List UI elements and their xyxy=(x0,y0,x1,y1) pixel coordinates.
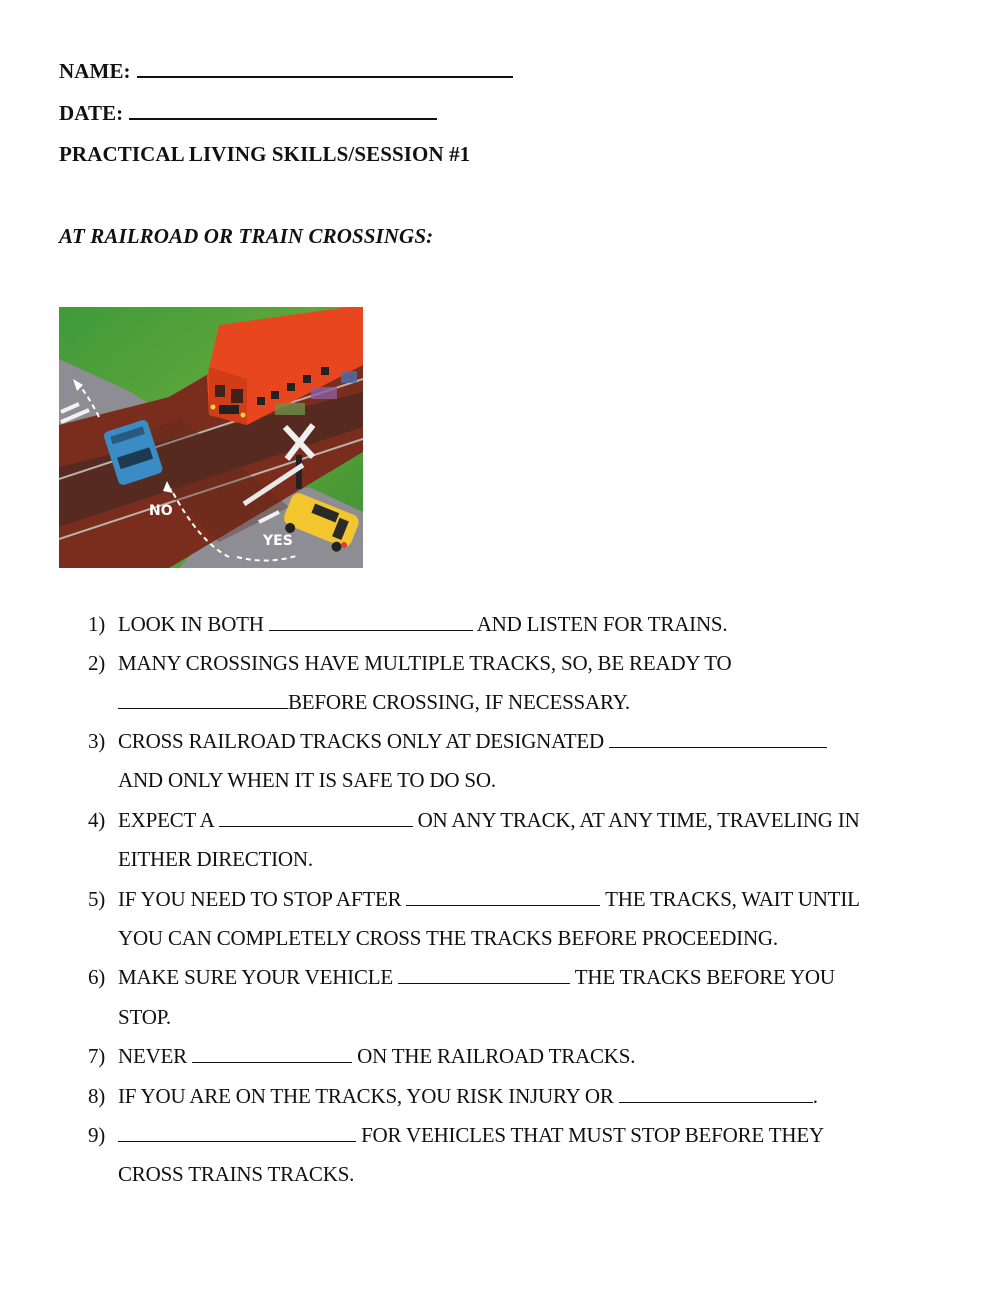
question-4-continuation: EITHER DIRECTION. xyxy=(118,847,313,871)
answer-blank-9[interactable] xyxy=(118,1124,356,1142)
name-blank[interactable] xyxy=(137,58,513,78)
answer-blank-4[interactable] xyxy=(219,809,413,827)
question-text: CROSS RAILROAD TRACKS ONLY AT DESIGNATED xyxy=(118,729,604,753)
question-text: ON THE RAILROAD TRACKS. xyxy=(357,1044,636,1068)
question-text: IF YOU ARE ON THE TRACKS, YOU RISK INJURY OR xyxy=(118,1084,614,1108)
question-number: 2) xyxy=(88,651,106,675)
name-label: NAME: xyxy=(59,59,131,83)
question-number: 3) xyxy=(88,729,106,753)
answer-blank-8[interactable] xyxy=(619,1085,813,1103)
answer-blank-1[interactable] xyxy=(269,613,473,631)
question-text: AND LISTEN FOR TRAINS. xyxy=(476,612,728,636)
question-3 xyxy=(88,729,827,753)
question-text: BEFORE CROSSING, IF NECESSARY. xyxy=(288,690,630,714)
question-text: ON ANY TRACK, AT ANY TIME, TRAVELING IN xyxy=(417,808,860,832)
answer-blank-3[interactable] xyxy=(609,730,827,748)
answer-blank-2[interactable] xyxy=(118,691,288,709)
question-text: MANY CROSSINGS HAVE MULTIPLE TRACKS, SO, BE READY TO xyxy=(118,651,732,675)
date-field-row xyxy=(59,100,437,126)
question-number: 4) xyxy=(88,808,106,832)
question-6 xyxy=(88,965,835,989)
question-5 xyxy=(88,887,860,911)
question-3-continuation: AND ONLY WHEN IT IS SAFE TO DO SO. xyxy=(118,768,496,792)
question-8 xyxy=(88,1084,818,1108)
question-2 xyxy=(88,651,731,675)
question-7 xyxy=(88,1044,635,1068)
question-text: IF YOU NEED TO STOP AFTER xyxy=(118,887,402,911)
question-number: 9) xyxy=(88,1123,106,1147)
question-number: 8) xyxy=(88,1084,106,1108)
question-number: 7) xyxy=(88,1044,106,1068)
question-text: THE TRACKS BEFORE YOU xyxy=(574,965,835,989)
answer-blank-7[interactable] xyxy=(192,1045,352,1063)
question-5-continuation: YOU CAN COMPLETELY CROSS THE TRACKS BEFORE PROCEEDING. xyxy=(118,926,778,950)
question-2-continuation xyxy=(118,690,630,714)
session-title: PRACTICAL LIVING SKILLS/SESSION #1 xyxy=(59,142,471,166)
name-field-row xyxy=(59,58,513,84)
question-number: 6) xyxy=(88,965,106,989)
question-9 xyxy=(88,1123,824,1147)
question-text: EXPECT A xyxy=(118,808,214,832)
question-text: LOOK IN BOTH xyxy=(118,612,264,636)
question-text: . xyxy=(812,1084,818,1108)
question-6-continuation: STOP. xyxy=(118,1005,171,1029)
date-blank[interactable] xyxy=(129,100,437,120)
label-no: NO xyxy=(149,503,173,519)
question-text: THE TRACKS, WAIT UNTIL xyxy=(605,887,860,911)
answer-blank-6[interactable] xyxy=(398,966,570,984)
railroad-crossing-illustration xyxy=(59,307,363,568)
question-1 xyxy=(88,612,727,636)
answer-blank-5[interactable] xyxy=(406,888,600,906)
question-9-continuation: CROSS TRAINS TRACKS. xyxy=(118,1162,355,1186)
section-title: AT RAILROAD OR TRAIN CROSSINGS: xyxy=(59,224,434,248)
date-label: DATE: xyxy=(59,101,124,125)
question-4 xyxy=(88,808,860,832)
question-text: FOR VEHICLES THAT MUST STOP BEFORE THEY xyxy=(361,1123,824,1147)
question-text: MAKE SURE YOUR VEHICLE xyxy=(118,965,394,989)
label-yes: YES xyxy=(263,533,293,549)
question-number: 1) xyxy=(88,612,106,636)
question-text: NEVER xyxy=(118,1044,187,1068)
question-number: 5) xyxy=(88,887,106,911)
